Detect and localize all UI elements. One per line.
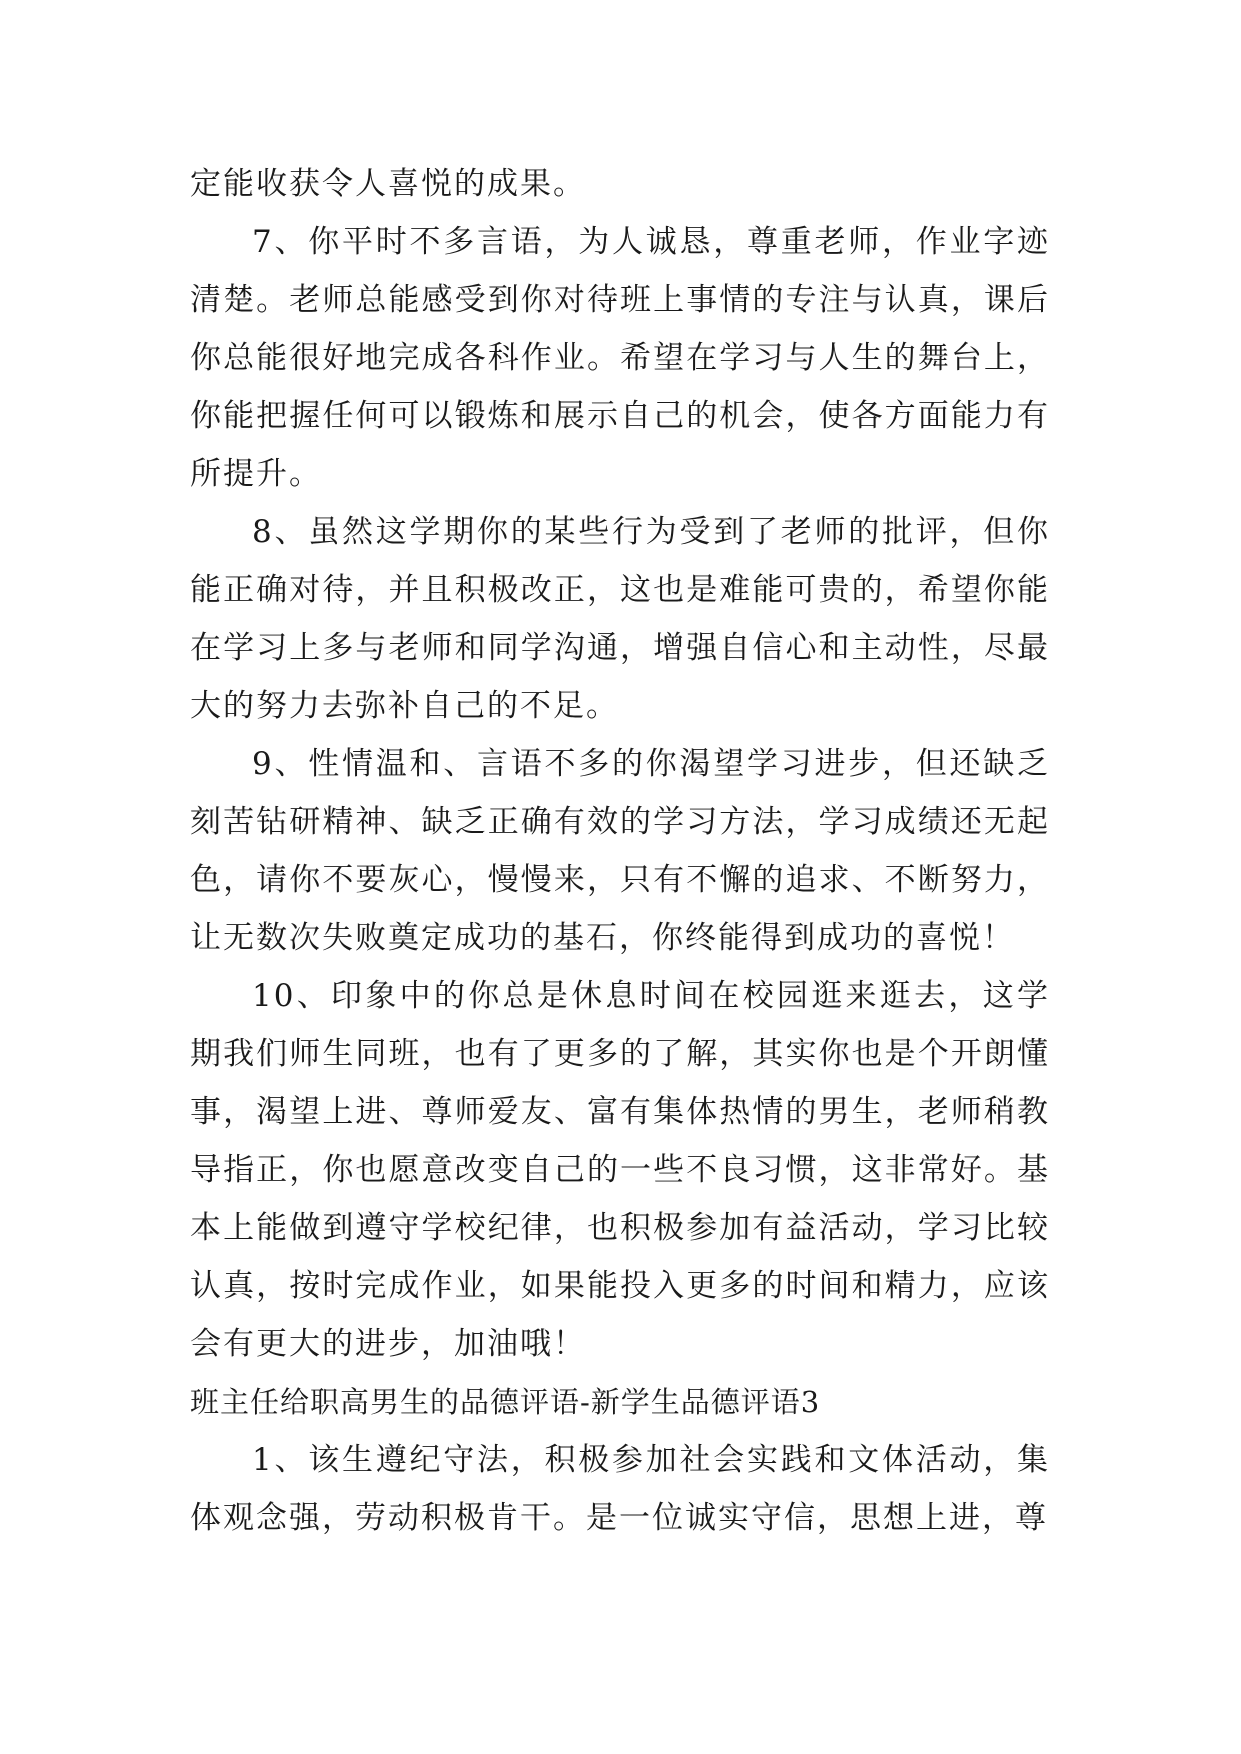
paragraph-item-7: 7、你平时不多言语，为人诚恳，尊重老师，作业字迹清楚。老师总能感受到你对待班上事情的专注与认真，课后你总能很好地完成各科作业。希望在学习与人生的舞台上，你能把握任何可以锻炼和展示自己的机会，使各方面能力有所提升。 <box>190 224 1050 492</box>
document-body <box>190 155 1050 1547</box>
paragraph-item-9: 9、性情温和、言语不多的你渴望学习进步，但还缺乏刻苦钻研精神、缺乏正确有效的学习方法，学习成绩还无起色，请你不要灰心，慢慢来，只有不懈的追求、不断努力，让无数次失败奠定成功的基石，你终能得到成功的喜悦！ <box>190 746 1050 956</box>
section-heading: 班主任给职高男生的品德评语-新学生品德评语3 <box>190 1385 821 1419</box>
paragraph-item-1: 1、该生遵纪守法，积极参加社会实践和文体活动，集体观念强，劳动积极肯干。是一位诚实守信，思想上进，尊 <box>190 1442 1050 1536</box>
paragraph-continuation: 定能收获令人喜悦的成果。 <box>190 166 586 202</box>
paragraph-item-8: 8、虽然这学期你的某些行为受到了老师的批评，但你能正确对待，并且积极改正，这也是难能可贵的，希望你能在学习上多与老师和同学沟通，增强自信心和主动性，尽最大的努力去弥补自己的不足。 <box>190 514 1050 724</box>
paragraph-item-10: 10、印象中的你总是休息时间在校园逛来逛去，这学期我们师生同班，也有了更多的了解，其实你也是个开朗懂事，渴望上进、尊师爱友、富有集体热情的男生，老师稍教导指正，你也愿意改变自己的一些不良习惯，这非常好。基本上能做到遵守学校纪律，也积极参加有益活动，学习比较认真，按时完成作业，如果能投入更多的时间和精力，应该会有更大的进步，加油哦！ <box>190 978 1050 1362</box>
